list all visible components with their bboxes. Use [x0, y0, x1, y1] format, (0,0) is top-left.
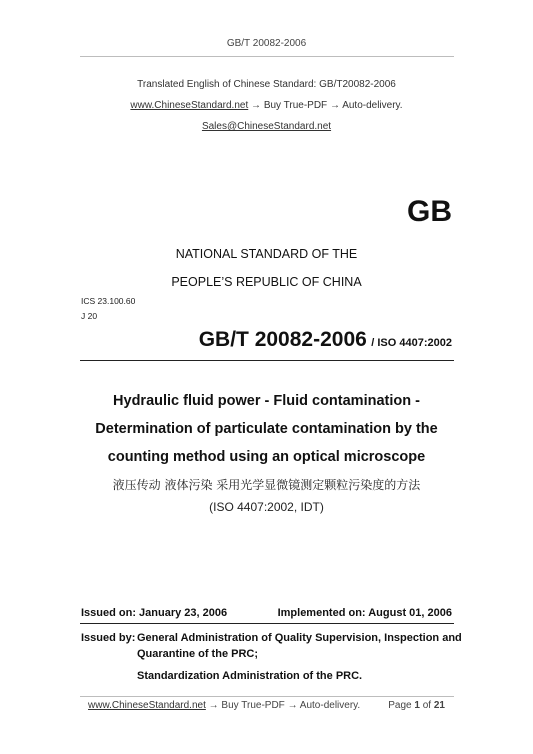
gb-logo: GB: [407, 195, 452, 228]
of-label: of: [422, 700, 432, 711]
footer-divider: [80, 696, 454, 697]
auto-delivery-text: Auto-delivery.: [342, 100, 403, 111]
translation-note: Translated English of Chinese Standard: GB/T20082-2006: [137, 79, 396, 90]
issuer-line1: General Administration of Quality Supervision, Inspection and: [137, 632, 462, 644]
page-number: 1: [414, 700, 420, 711]
dates-divider: [80, 623, 454, 624]
iso-reference: / ISO 4407:2002: [371, 337, 452, 349]
iso-equivalence: (ISO 4407:2002, IDT): [209, 500, 324, 514]
page-total: 21: [433, 700, 445, 711]
issued-by-label: Issued by:: [81, 632, 136, 644]
arrow-icon: →: [251, 100, 262, 111]
site-link[interactable]: www.ChineseStandard.net: [130, 100, 249, 111]
arrow-icon: →: [329, 100, 340, 111]
footer-auto-text: Auto-delivery.: [299, 700, 361, 711]
ics-code: ICS 23.100.60: [81, 296, 136, 306]
arrow-icon: →: [287, 700, 298, 711]
email-line: [0, 121, 533, 132]
arrow-icon: →: [208, 700, 219, 711]
issuer-line3: Standardization Administration of the PRC.: [137, 670, 363, 682]
issuer-line2: Quarantine of the PRC;: [137, 648, 259, 660]
title-divider: [80, 360, 454, 361]
ccs-code: J 20: [81, 311, 98, 321]
footer-site-link[interactable]: www.ChineseStandard.net: [88, 700, 206, 711]
buy-text: Buy True-PDF: [263, 100, 328, 111]
standard-number: [199, 328, 452, 352]
footer-promo: [88, 700, 360, 711]
title-line1: Hydraulic fluid power - Fluid contamination -: [113, 393, 420, 409]
national-standard-line2: PEOPLE’S REPUBLIC OF CHINA: [171, 275, 362, 289]
header-divider: [80, 56, 454, 57]
page-indicator: [388, 700, 445, 711]
footer-buy-text: Buy True-PDF: [221, 700, 285, 711]
issued-date: Issued on: January 23, 2006: [81, 607, 228, 619]
implemented-date: Implemented on: August 01, 2006: [277, 607, 452, 619]
title-line2: Determination of particulate contamination by the: [95, 421, 438, 437]
gb-number: GB/T 20082-2006: [198, 328, 367, 351]
promo-line: [0, 100, 533, 111]
running-header: GB/T 20082-2006: [226, 38, 307, 49]
chinese-title: 液压传动 液体污染 采用光学显微镜测定颗粒污染度的方法: [112, 478, 421, 492]
national-standard-line1: NATIONAL STANDARD OF THE: [175, 247, 358, 261]
email-link[interactable]: Sales@ChineseStandard.net: [201, 121, 332, 132]
title-line3: counting method using an optical microscope: [107, 449, 426, 465]
page-label: Page: [388, 700, 412, 711]
